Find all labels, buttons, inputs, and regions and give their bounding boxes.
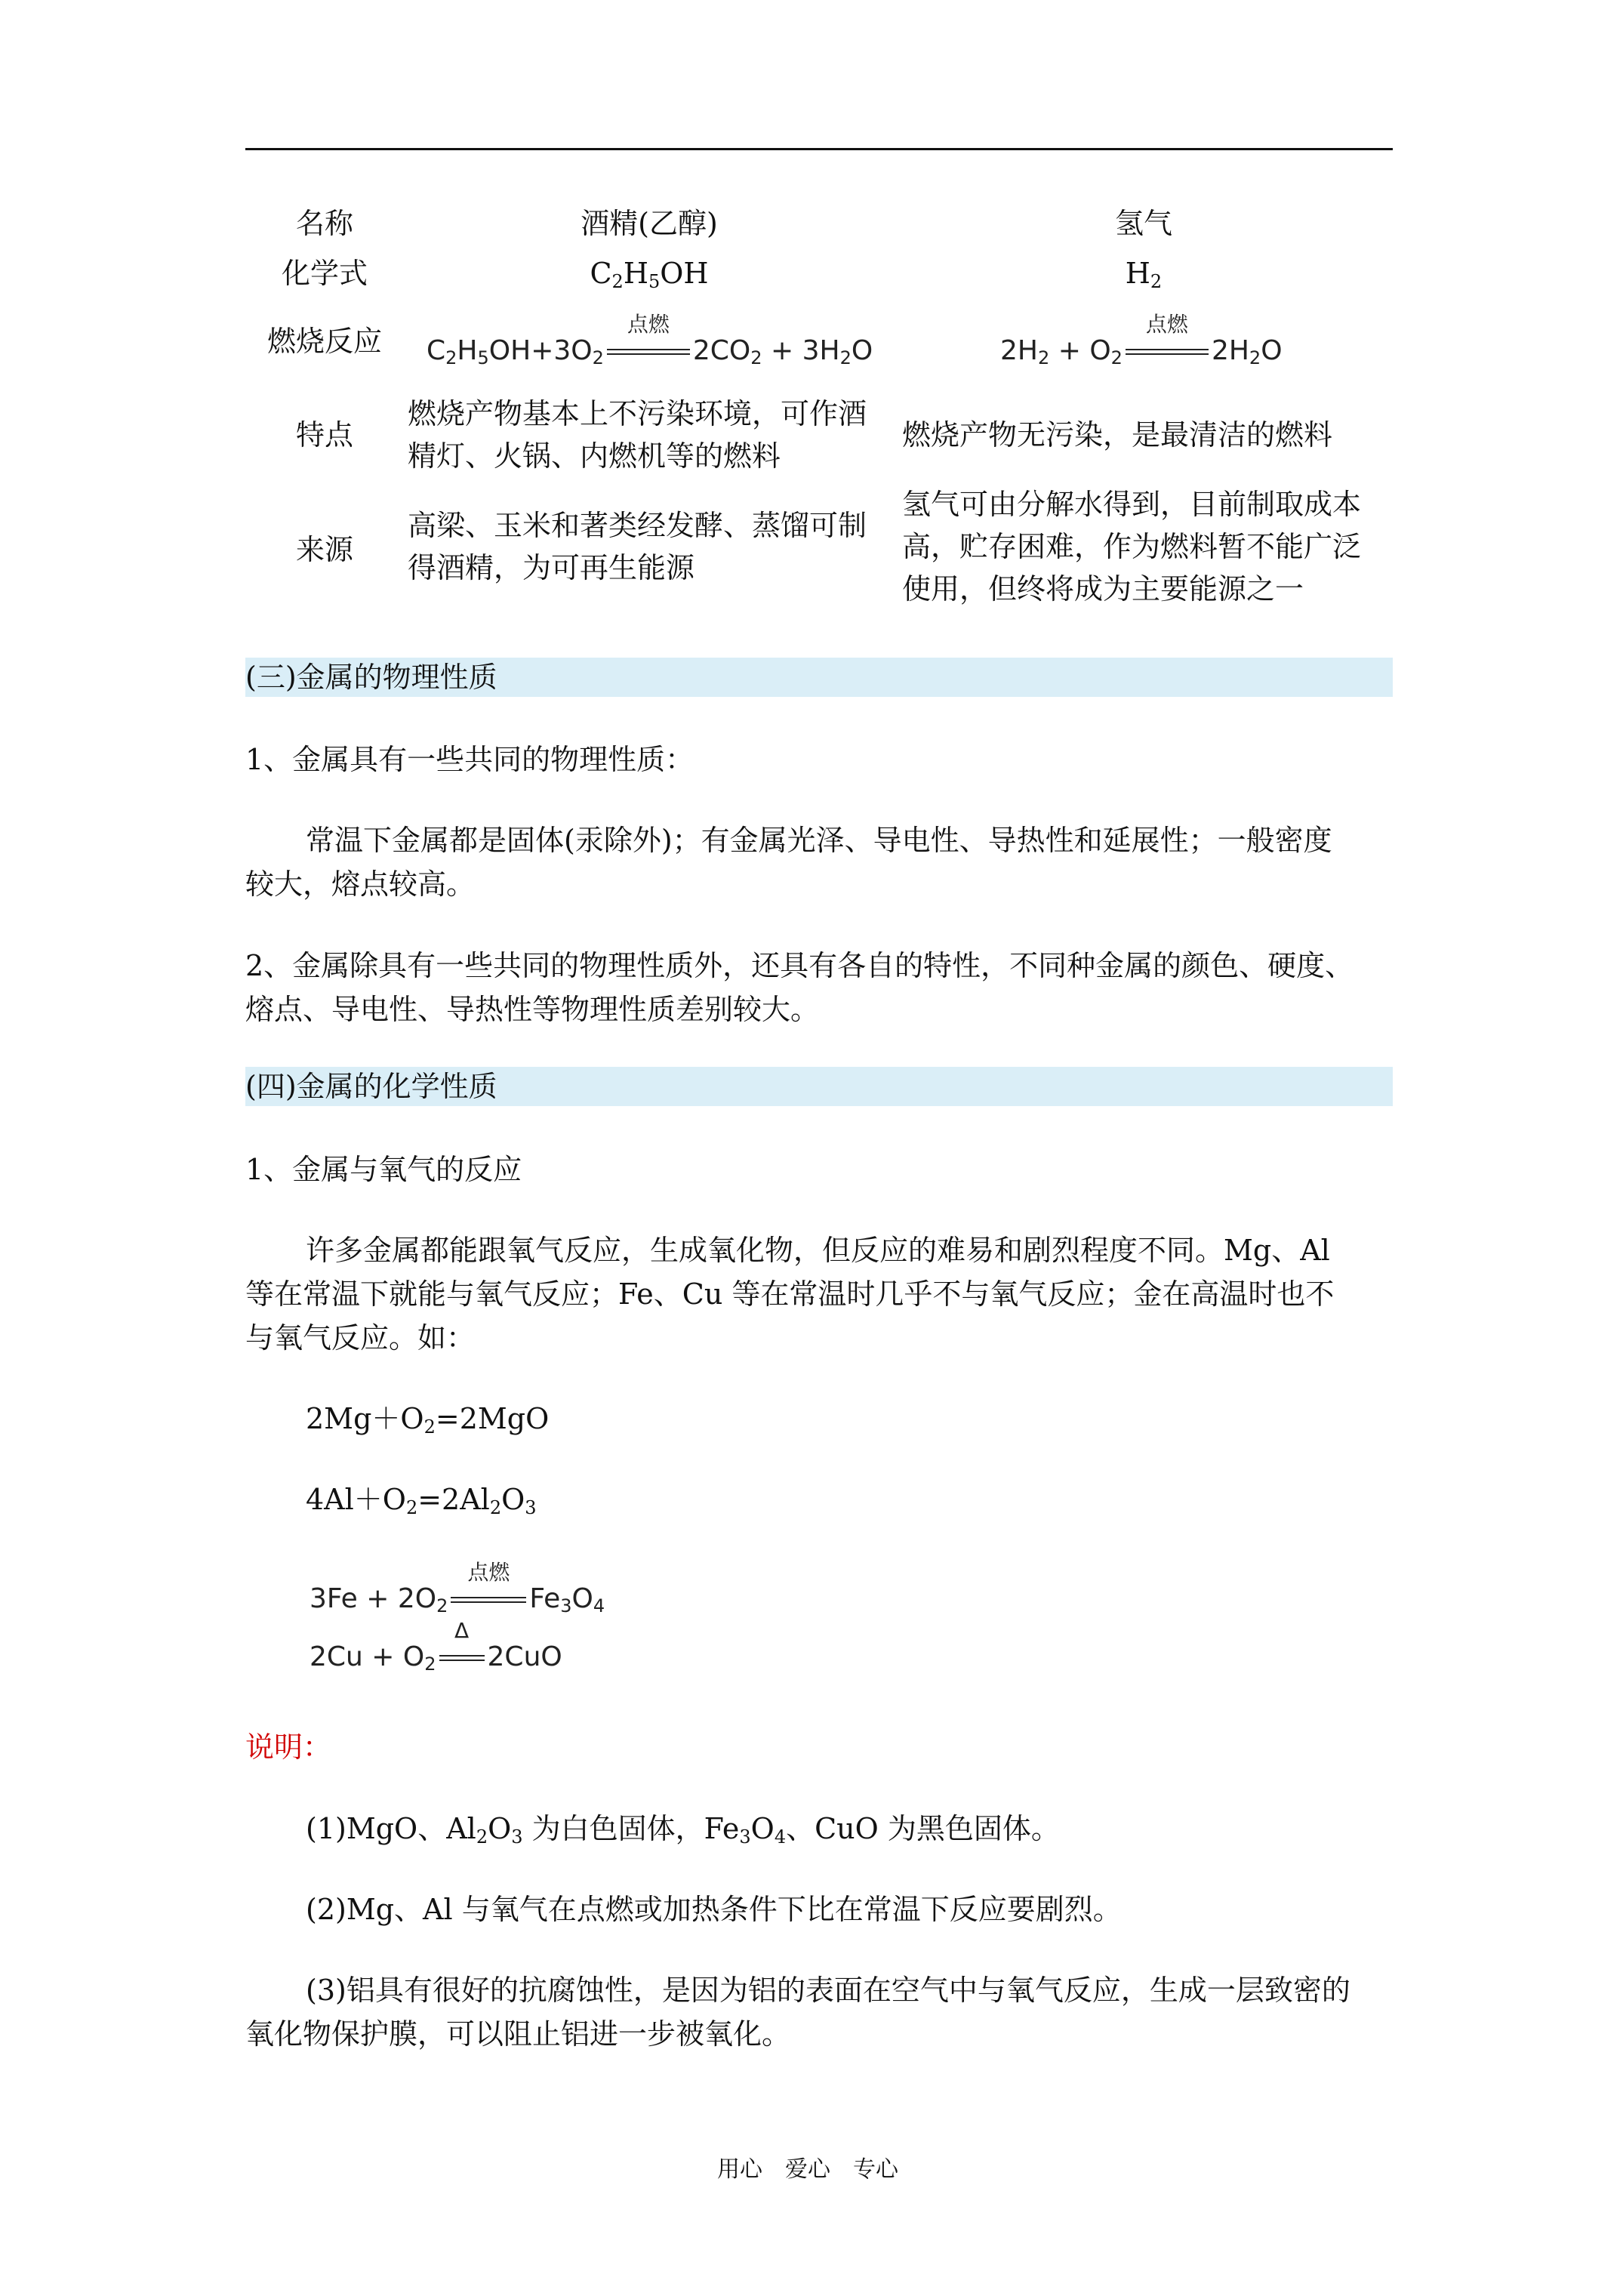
section-title-chemical-properties: (四)金属的化学性质	[245, 1067, 1393, 1106]
ethanol-feature: 燃烧产物基本上不污染环境，可作酒精灯、火锅、内燃机等的燃料	[408, 397, 867, 473]
hydrogen-combustion-equation: $2H_2 + O_2$ 点燃 $2H_2O$	[1000, 312, 1283, 368]
paragraph: 等在常温下就能与氧气反应；Fe、Cu 等在常温时几乎不与氧气反应；金在高温时也不	[245, 1277, 1335, 1311]
magnesium-oxygen-equation: $2Mg+O_2=2MgO$	[306, 1402, 550, 1438]
paragraph: 2、金属除具有一些共同的物理性质外，还具有各自的特性，不同种金属的颜色、硬度、	[245, 949, 1354, 982]
hydrogen-source: 氢气可由分解水得到，目前制取成本高，贮存困难，作为燃料暂不能广泛使用，但终将成为主要能源之一	[902, 488, 1362, 606]
formula-label: 化学式	[281, 257, 368, 290]
note-3: (3)铝具有很好的抗腐蚀性，是因为铝的表面在空气中与氧气反应，生成一层致密的	[306, 1974, 1350, 2007]
hydrogen-formula: $H_2$	[1125, 257, 1163, 292]
page-footer: 用心 爱心 专心	[717, 2156, 898, 2183]
copper-oxygen-equation: $2Cu + O_2$ Δ 2CuO	[310, 1618, 562, 1675]
ignite-condition: 点燃	[1123, 336, 1212, 366]
header-rule	[245, 148, 1393, 150]
paragraph: 许多金属都能跟氧气反应，生成氧化物，但反应的难易和剧烈程度不同。Mg、Al	[306, 1234, 1330, 1267]
table-header-name: 名称	[295, 207, 353, 240]
feature-label: 特点	[295, 418, 353, 451]
hydrogen-feature: 燃烧产物无污染，是最清洁的燃料	[902, 418, 1333, 451]
ethanol-source: 高梁、玉米和著类经发酵、蒸馏可制得酒精，为可再生能源	[408, 509, 867, 584]
section-title-physical-properties: (三)金属的物理性质	[245, 658, 1393, 697]
note-1: (1)MgO、$Al_2O_3$ 为白色固体，$Fe_3O_4$、CuO 为黑色固体。	[306, 1812, 1060, 1848]
paragraph: 常温下金属都是固体(汞除外)；有金属光泽、导电性、导热性和延展性；一般密度	[306, 824, 1332, 857]
aluminum-oxygen-equation: $4Al+O_2=2Al_2O_3$	[306, 1483, 537, 1518]
ethanol-combustion-equation: $C_2H_5OH+3O_2$ 点燃 $2CO_2 + 3H_2O$	[427, 312, 873, 368]
paragraph: 与氧气反应。如：	[245, 1321, 476, 1354]
heat-condition: Δ	[436, 1642, 488, 1672]
paragraph: 1、金属与氧气的反应	[245, 1153, 522, 1186]
table-header-ethanol: 酒精(乙醇)	[581, 207, 718, 240]
note-3-continued: 氧化物保护膜，可以阻止铝进一步被氧化。	[245, 2017, 791, 2051]
ignite-condition: 点燃	[604, 336, 693, 366]
table-header-hydrogen: 氢气	[1114, 207, 1172, 240]
source-label: 来源	[295, 533, 353, 566]
paragraph: 较大，熔点较高。	[245, 868, 476, 901]
iron-oxygen-equation: $3Fe + 2O_2$ 点燃 $Fe_3O_4$	[310, 1560, 605, 1616]
note-2: (2)Mg、Al 与氧气在点燃或加热条件下比在常温下反应要剧烈。	[306, 1893, 1122, 1926]
reaction-label: 燃烧反应	[266, 325, 382, 358]
ignite-condition: 点燃	[448, 1584, 529, 1614]
paragraph: 熔点、导电性、导热性等物理性质差别较大。	[245, 993, 820, 1026]
ethanol-formula: $C_2H_5OH$	[590, 257, 709, 292]
note-title: 说明：	[245, 1730, 332, 1764]
paragraph: 1、金属具有一些共同的物理性质：	[245, 743, 694, 776]
